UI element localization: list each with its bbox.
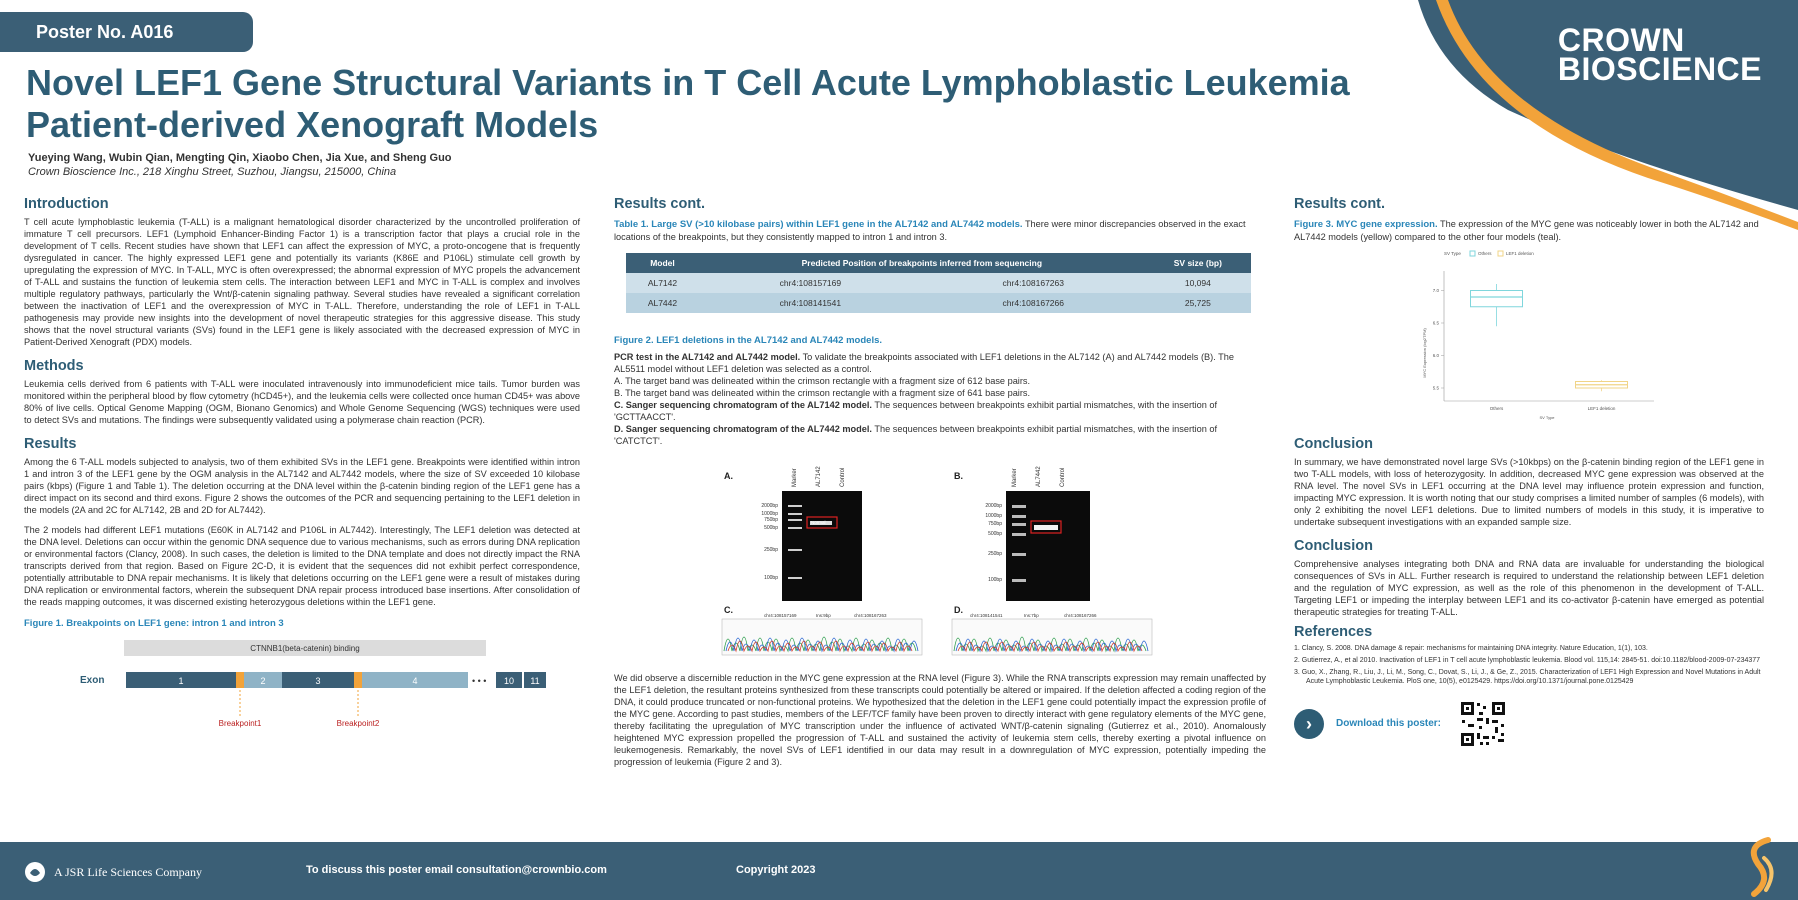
svg-text:100bp: 100bp (988, 577, 1002, 583)
panel-a-label: A. (724, 471, 733, 481)
figure2-gel-panel (614, 455, 1266, 661)
exon-ellipsis: • • • (472, 676, 487, 686)
box-others (1471, 291, 1523, 307)
figure3-title: Figure 3. MYC gene expression. (1294, 219, 1438, 230)
svg-text:Marker: Marker (792, 468, 798, 487)
panel-b-label: B. (954, 471, 963, 481)
fig2-pcr-text: To validate the breakpoints associated with LEF1 deletions in the AL7142 (A) and AL7442 models (B). The AL5511 model without LEF1 deletion was selected as a control. (614, 352, 1234, 374)
exon-1-label: 1 (178, 676, 184, 686)
download-row (1294, 700, 1764, 748)
table-header-model: Model (626, 253, 699, 273)
figure1-exon-diagram (24, 634, 580, 744)
footer-company: A JSR Life Sciences Company (24, 861, 202, 883)
poster-title: Novel LEF1 Gene Structural Variants in T Cell Acute Lymphoblastic Leukemia Patient-derived Xenograft Models (26, 62, 1350, 145)
svg-text:chr4:108157169: chr4:108157169 (764, 613, 797, 618)
fig2-pcr-bold: PCR test in the AL7142 and AL7442 model. (614, 352, 801, 362)
svg-text:100bp: 100bp (764, 575, 778, 581)
author-list: Yueying Wang, Wubin Qian, Mengting Qin, Xiaobo Chen, Jia Xue, and Sheng Guo (28, 152, 452, 164)
svg-text:AL7442: AL7442 (1036, 466, 1042, 487)
legend-lef1: LEF1 deletion (1506, 251, 1534, 256)
results-text-1: Among the 6 T-ALL models subjected to analysis, two of them exhibited SVs in the LEF1 gene. Breakpoints were identified within intron 1 and intron 3 of the LEF1 gene by the OGM analysis in the AL7142 and AL7442 models, where the size of SV exceeded 10 kilobase pairs (kbps) (Figure 1 and Table 1). The deletion occurring at the DNA level within the β-catenin binding region of the LEF1 gene has a direct impact on its second and third exons. Figure 2 shows the outcomes of the PCR and sequencing pertaining to the LEF1 deletion in the models (2A and 2C for AL7142, 2B and 2D for AL7442). (24, 457, 580, 515)
exon-11-label: 11 (530, 676, 540, 686)
table1-title: Table 1. Large SV (>10 kilobase pairs) within LEF1 gene in the AL7142 and AL7442 models. (614, 219, 1023, 230)
ctnnb1-region-label: CTNNB1(beta-catenin) binding (250, 644, 360, 653)
methods-heading: Methods (24, 358, 84, 374)
exon-4-label: 4 (412, 676, 418, 686)
fig2-b-text: B. The target band was delineated within the crimson rectangle with a fragment size of 641 base pairs. (614, 388, 1031, 398)
svg-text:250bp: 250bp (988, 551, 1002, 557)
y-tick-label: 6.0 (1432, 353, 1439, 358)
reference-item: 1. Clancy, S. 2008. DNA damage & repair: mechanisms for maintaining DNA integrity. Nature Education, 1(1), 103. (1294, 645, 1648, 652)
methods-text: Leukemia cells derived from 6 patients with T-ALL were inoculated intravenously into immunodeficient mice tails. Tumor burden was monitored within the peripheral blood by flow cytometry (hCD45+), and the leukemia cells were collected once human CD45+ was above 80% of live cells. Optical Genome Mapping (OGM, Bionano Genomics) and Whole Genome Sequencing (WGS) techniques were used to detect SVs and mutations. The findings were subsequently validated using a polymerase chain reaction (PCR). (24, 379, 580, 425)
svg-text:Marker: Marker (1012, 468, 1018, 487)
jsr-logo-icon (24, 861, 46, 883)
gel-image-a (782, 491, 862, 601)
breakpoint1-marker (236, 672, 244, 688)
svg-text:Control: Control (840, 467, 846, 487)
exon-label: Exon (80, 675, 105, 686)
y-tick-label: 6.5 (1432, 320, 1439, 326)
column-middle (614, 198, 1266, 776)
references-heading: References (1294, 624, 1373, 640)
fig2-d-text: The sequences between breakpoints exhibit partial mismatches, with the insertion of 'CATCTCT'. (614, 424, 1218, 446)
qr-code[interactable] (1459, 700, 1507, 748)
breakpoint2-marker (354, 672, 362, 688)
svg-text:250bp: 250bp (764, 547, 778, 553)
fig2-a-text: A. The target band was delineated within the crimson rectangle with a fragment size of 612 base pairs. (614, 376, 1031, 386)
svg-text:Ins:7bp: Ins:7bp (1024, 613, 1039, 618)
band-label-a: Normal (811, 520, 826, 525)
exon-2-label: 2 (260, 676, 266, 686)
ladder-labels-b (985, 503, 1002, 583)
table-header-position: Predicted Position of breakpoints inferred from sequencing (699, 253, 1145, 273)
x-tick-label: Others (1489, 406, 1504, 411)
reference-item: 3. Guo, X., Zhang, R., Liu, J., Li, M., Song, C., Dovat, S., Li, J., & Ge, Z., 2015. Characterization of LEF1 High Expression and Novel Mutations in Adult Acute Lymphoblastic Leukemia. PloS one, 10(5), e0125429. https://doi.org/10.1371/journal.pone.0125429 (1294, 669, 1761, 685)
svg-text:Ins:9bp: Ins:9bp (816, 613, 831, 618)
svg-text:chr4:108141541: chr4:108141541 (970, 613, 1003, 618)
intro-text: T cell acute lymphoblastic leukemia (T-ALL) is a malignant hematological disorder characterized by the uncontrolled proliferation of immature T cell precursors. LEF1 (Lymphoid Enhancer-Binding Factor 1) is a transcription factor that plays a crucial role in the development of T cells. Recent studies have shown that LEF1 can affect the expression of MYC, a proto-oncogene that is frequently dysregulated in cancer. The highly expressed LEF1 gene and potentially its variants (K86E and P106L) stimulate cell growth by upregulating the expression of MYC. In T-ALL, MYC is often overexpressed; the abnormal expression of MYC propels the advancement of T-ALL and sustains the function of leukemia stem cells. The interaction between LEF1 and MYC in T-ALL is complex and involves multiple regulatory pathways, particularly the Wnt/β-catenin signaling pathway. Several studies have revealed a significant correlation between the inactivation of LEF1 and the overexpression of MYC in T-ALL. Therefore, understanding the role of LEF1 in T-ALL pathogenesis may provide new insights into the development of novel therapeutic strategies for this aggressive disease. This study shows that the novel structural variants (SVs) found in the LEF1 gene is likely associated with the decreased expression of MYC in Patient-Derived Xenograft (PDX) models. (24, 217, 580, 347)
results-cont-text: We did observe a discernible reduction in the MYC gene expression at the RNA level (Figure 3). While the RNA transcripts expression may remain unaffected by the LEF1 deletion, the resultant proteins synthesized from these transcripts could potentially be altered or impaired. If the deletion affected a coding region of the DNA, it could produce truncated or non-functional proteins. We hypothesized that the deletion in the LEF1 gene could potentially impact the expression profile of the MYC gene. According to past studies, members of the LEF/TCF family have been proven to directly interact with gene regulatory elements of the MYC gene, thereby facilitating the upregulation of MYC transcription under the influence of activated WNT/β-catenin signaling (Gutierrez et al., 2010). Anomalously heightened MYC expression propelled the progression of T-ALL and sustained the activity of leukemia stem cells, thereby exerting a pivotal influence on leukemogenesis. Remarkably, the novel SVs of LEF1 identified in our data may result in a downregulation of MYC expression, potentially impeding the progression of leukemia (Figure 2 and 3). (614, 673, 1266, 767)
svg-text:750bp: 750bp (764, 517, 778, 523)
figure3-text: The expression of the MYC gene was noticeably lower in both the AL7142 and AL7442 models (yellow) compared to the other four models (teal). (1294, 219, 1759, 242)
svg-text:500bp: 500bp (764, 525, 778, 531)
svg-text:chr4:108167266: chr4:108167266 (1064, 613, 1097, 618)
panel-d-label: D. (954, 605, 963, 615)
panel-c-label: C. (724, 605, 733, 615)
results-cont-heading-right: Results cont. (1294, 196, 1386, 212)
svg-text:2000bp: 2000bp (761, 503, 778, 509)
svg-text:1000bp: 1000bp (761, 511, 778, 517)
breakpoint2-label: Breakpoint2 (336, 719, 380, 728)
legend-title: SV Type (1444, 251, 1461, 256)
table-header-size: SV size (bp) (1145, 253, 1251, 273)
legend-others: Others (1478, 251, 1492, 256)
svg-text:Control: Control (1060, 467, 1066, 487)
crown-bioscience-logo: CROWN BIOSCIENCE (1557, 22, 1762, 87)
fig2-c-bold: C. Sanger sequencing chromatogram of the AL7142 model. (614, 400, 872, 410)
conclusion2-text: Comprehensive analyses integrating both DNA and RNA data are invaluable for understanding the biological consequences of SVs in ALL. Further research is required to understand the relationship between LEF1 deletion and the regulation of MYC expression, as well as the role of this phenomenon in the development of T-ALL. Targeting LEF1 or impeding the interplay between LEF1 and its co-activator β-catenin have emerged as potential therapeutic strategies for treating T-ALL. (1294, 559, 1764, 617)
exon-3-label: 3 (315, 676, 321, 686)
crown-swoosh-logo (1736, 836, 1784, 898)
svg-text:500bp: 500bp (988, 531, 1002, 537)
figure3-box-plot (1294, 243, 1764, 423)
svg-text:1000bp: 1000bp (985, 513, 1002, 519)
x-tick-label: LEF1 deletion (1587, 406, 1616, 411)
intro-heading: Introduction (24, 196, 109, 212)
results-text-2: The 2 models had different LEF1 mutations (E60K in AL7142 and P106L in AL7442). Interestingly, The LEF1 deletion was detected at the DNA level. Deletions can occur within the genomic DNA sequence due to various mechanisms, such as errors during DNA replication or environmental factors (Clancy, 2008). In such cases, the deletion is limited to the DNA template and does not directly impact the RNA transcripts derived from that region. Based on Figure 2C-D, it is evident that the sequences did not exhibit perfect correspondence, potentially attributable to DNA repair mechanisms. It is likely that deletions occurring on the LEF1 gene were a result of mistakes during DNA replication or environmental factors, wherein the subsequent DNA repair process introduced base insertions. After consolidation of the reads mapping outcomes, it was discerned existing heterozygous deletions within the LEF1 gene. (24, 525, 580, 607)
ladder-labels-a (761, 503, 778, 581)
plot-area (1433, 271, 1654, 411)
affiliation: Crown Bioscience Inc., 218 Xinghu Street, Suzhou, Jiangsu, 215000, China (28, 166, 397, 178)
svg-text:chr4:108167263: chr4:108167263 (854, 613, 887, 618)
column-right (1294, 198, 1764, 748)
sv-table (626, 253, 1251, 313)
svg-text:2000bp: 2000bp (985, 503, 1002, 509)
fig2-c-text: The sequences between breakpoints exhibit partial mismatches, with the insertion of 'GCTTAACCT'. (614, 400, 1218, 422)
conclusion1-text: In summary, we have demonstrated novel large SVs (>10kbps) on the β-catenin binding region of the LEF1 gene in two T-ALL models, with loss of heterozygosity. In addition, decreased MYC gene expression was observed at the RNA level. The novel SVs in LEF1 occurring at the DNA level may influence protein expression and function, impacting MYC expression. It is worth noting that our study comprises a limited number of samples (6 models), with only 2 exhibiting the novel LEF1 deletions. Due to limited numbers of models in this study, it is imperative to undertake subsequent investigations with an expanded sample size. (1294, 457, 1764, 527)
results-cont-heading: Results cont. (614, 196, 706, 212)
chevron-right-icon: › (1306, 714, 1312, 734)
y-tick-label: 7.0 (1432, 288, 1439, 293)
conclusion2-heading: Conclusion (1294, 538, 1373, 554)
exon-10-label: 10 (503, 676, 515, 686)
x-axis-label: SV Type (1539, 415, 1555, 420)
download-button[interactable] (1294, 709, 1324, 739)
poster-number-badge: Poster No. A016 (0, 12, 253, 52)
footer-contact[interactable]: To discuss this poster email consultation@crownbio.com (306, 864, 607, 876)
reference-item: 2. Gutierrez, A., et al 2010. Inactivation of LEF1 in T cell acute lymphoblastic leukemia. Blood vol. 115,14: 2845-51. doi:10.1182/blood-2009-07-234377 (1294, 657, 1761, 664)
footer-copyright: Copyright 2023 (736, 864, 816, 876)
table1-note: There were minor discrepancies observed in the exact locations of the breakpoints, but they consistently mapped to intron 1 and intron 3. (614, 219, 1246, 242)
y-axis-label: MYC Expression (log2TPM) (1422, 328, 1427, 378)
column-left (24, 198, 580, 747)
y-tick-label: 5.5 (1432, 385, 1439, 391)
svg-text:AL7142: AL7142 (816, 466, 822, 487)
svg-text:750bp: 750bp (988, 521, 1002, 527)
table-row: AL7442 chr4:108141541 chr4:108167266 25,725 (626, 293, 1251, 313)
chart-legend (1444, 251, 1534, 256)
conclusion1-heading: Conclusion (1294, 436, 1373, 452)
figure1-title: Figure 1. Breakpoints on LEF1 gene: intron 1 and intron 3 (24, 618, 284, 629)
footer-bar (0, 842, 1798, 900)
table-row: AL7142 chr4:108157169 chr4:108167263 10,094 (626, 273, 1251, 293)
breakpoint1-label: Breakpoint1 (218, 719, 262, 728)
figure2-title: Figure 2. LEF1 deletions in the AL7142 and AL7442 models. (614, 335, 883, 346)
fig2-d-bold: D. Sanger sequencing chromatogram of the AL7442 model. (614, 424, 872, 434)
results-heading: Results (24, 436, 77, 452)
download-label[interactable]: Download this poster: (1336, 718, 1441, 729)
